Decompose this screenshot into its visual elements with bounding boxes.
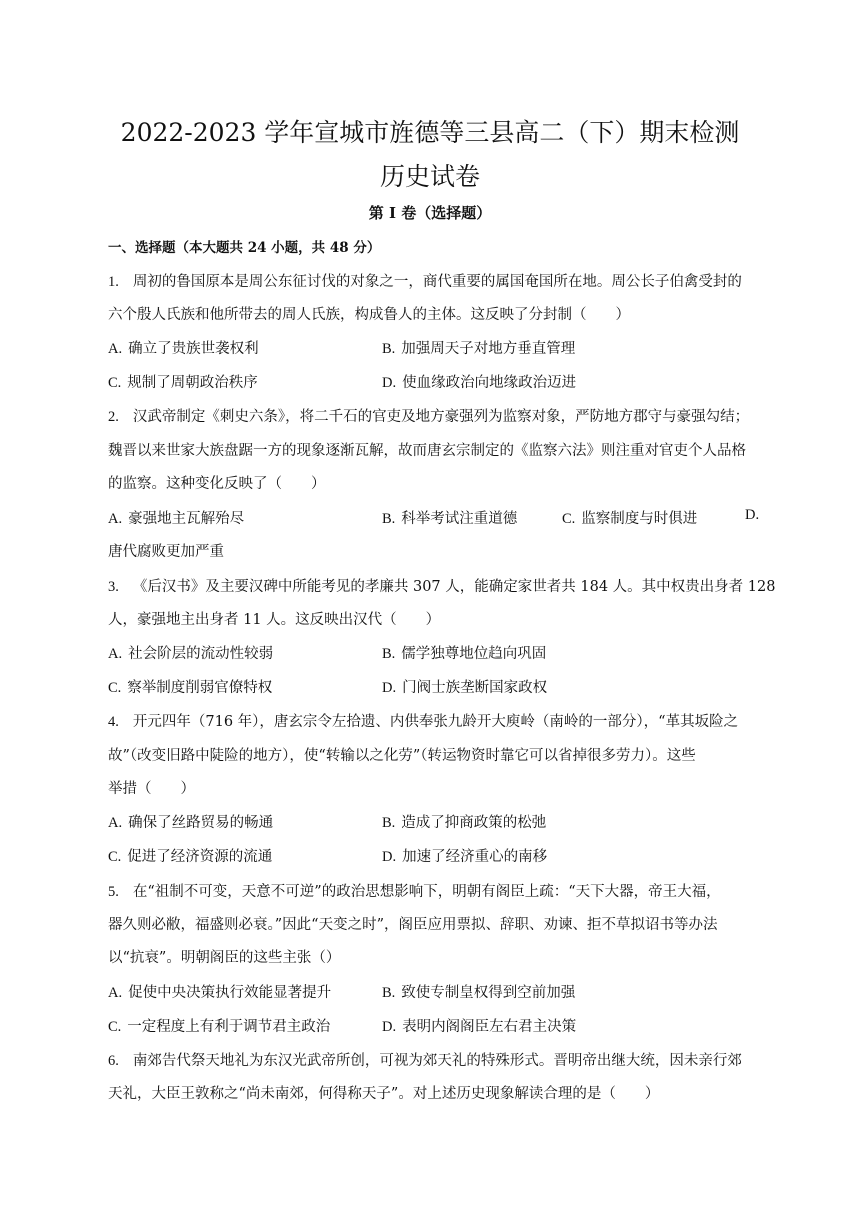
question-5-line-2: 器久则必敝，福盛则必衰。”因此“天变之时”，阁臣应用票拟、辞职、劝谏、拒不草拟诏书等办法: [108, 917, 718, 933]
question-1-line-1: 1. 周初的鲁国原本是周公东征讨伐的对象之一，商代重要的属国奄国所在地。周公长子伯禽受封的: [108, 274, 742, 290]
question-3-line-2: 人，豪强地主出身者 11 人。这反映出汉代（ ）: [108, 612, 441, 628]
option-d[interactable]: D. 使血缘政治向地缘政治迈进: [382, 375, 577, 391]
question-number: 2.: [108, 409, 119, 425]
part-heading: 第 I 卷（选择题）: [368, 204, 492, 222]
question-number: 3.: [108, 579, 119, 595]
option-a[interactable]: A. 促使中央决策执行效能显著提升: [108, 985, 332, 1001]
option-c[interactable]: C. 监察制度与时俱进: [562, 511, 698, 527]
question-6-line-2: 天礼，大臣王敦称之“尚未南郊，何得称天子”。对上述历史现象解读合理的是（ ）: [108, 1086, 660, 1102]
exam-title: 2022-2023 学年宣城市旌德等三县高二（下）期末检测: [120, 118, 740, 147]
question-4-line-3: 举措（ ）: [108, 781, 195, 797]
option-b[interactable]: B. 造成了抑商政策的松弛: [382, 815, 547, 831]
option-a[interactable]: A. 确立了贵族世袭权利: [108, 341, 259, 357]
section-heading: 一、选择题（本大题共 24 小题，共 48 分）: [108, 240, 381, 256]
option-d[interactable]: D. 加速了经济重心的南移: [382, 849, 548, 865]
question-number: 5.: [108, 884, 119, 900]
question-4-line-1: 4. 开元四年（716 年），唐玄宗令左拾遗、内供奉张九龄开大庾岭（南岭的一部分），“革其坂险之: [108, 714, 739, 730]
question-5-line-1: 5. 在“祖制不可变，天意不可逆”的政治思想影响下，明朝有阁臣上疏：“天下大器，帝王大福，: [108, 884, 721, 900]
question-6-line-1: 6. 南郊告代祭天地礼为东汉光武帝所创，可视为郊天礼的特殊形式。晋明帝出继大统，因未亲行郊: [108, 1053, 742, 1069]
option-d[interactable]: D.: [745, 507, 760, 523]
option-b[interactable]: B. 加强周天子对地方垂直管理: [382, 341, 576, 357]
question-number: 1.: [108, 274, 119, 290]
option-a[interactable]: A. 确保了丝路贸易的畅通: [108, 815, 274, 831]
option-d[interactable]: D. 门阀士族垄断国家政权: [382, 680, 548, 696]
question-2-line-2: 魏晋以来世家大族盘踞一方的现象逐渐瓦解，故而唐玄宗制定的《监察六法》则注重对官吏个人品格: [108, 443, 746, 459]
option-d-text[interactable]: 唐代腐败更加严重: [108, 544, 224, 560]
option-b[interactable]: B. 致使专制皇权得到空前加强: [382, 985, 576, 1001]
option-a[interactable]: A. 社会阶层的流动性较弱: [108, 646, 274, 662]
option-c[interactable]: C. 一定程度上有利于调节君主政治: [108, 1019, 331, 1035]
question-4-line-2: 故”（改变旧路中陡险的地方），使“转输以之化劳”（转运物资时靠它可以省掉很多劳力）。这些: [108, 748, 696, 764]
option-c[interactable]: C. 规制了周朝政治秩序: [108, 375, 258, 391]
option-d[interactable]: D. 表明内阁阁臣左右君主决策: [382, 1019, 577, 1035]
option-c[interactable]: C. 察举制度削弱官僚特权: [108, 680, 273, 696]
question-2-line-1: 2. 汉武帝制定《刺史六条》，将二千石的官吏及地方豪强列为监察对象，严防地方郡守与豪强勾结；: [108, 409, 750, 425]
option-c[interactable]: C. 促进了经济资源的流通: [108, 849, 273, 865]
exam-subtitle: 历史试卷: [379, 162, 480, 191]
option-b[interactable]: B. 儒学独尊地位趋向巩固: [382, 646, 547, 662]
question-3-line-1: 3. 《后汉书》及主要汉碑中所能考见的孝廉共 307 人，能确定家世者共 184 人。其中权贵出身者 128: [108, 579, 776, 595]
option-b[interactable]: B. 科举考试注重道德: [382, 511, 518, 527]
question-2-line-3: 的监察。这种变化反映了（ ）: [108, 476, 326, 492]
question-1-line-2: 六个殷人氏族和他所带去的周人氏族，构成鲁人的主体。这反映了分封制（ ）: [108, 307, 630, 323]
question-number: 4.: [108, 714, 119, 730]
option-a[interactable]: A. 豪强地主瓦解殆尽: [108, 511, 245, 527]
question-5-line-3: 以“抗衰”。明朝阁臣的这些主张（）: [108, 950, 341, 966]
question-number: 6.: [108, 1053, 119, 1069]
